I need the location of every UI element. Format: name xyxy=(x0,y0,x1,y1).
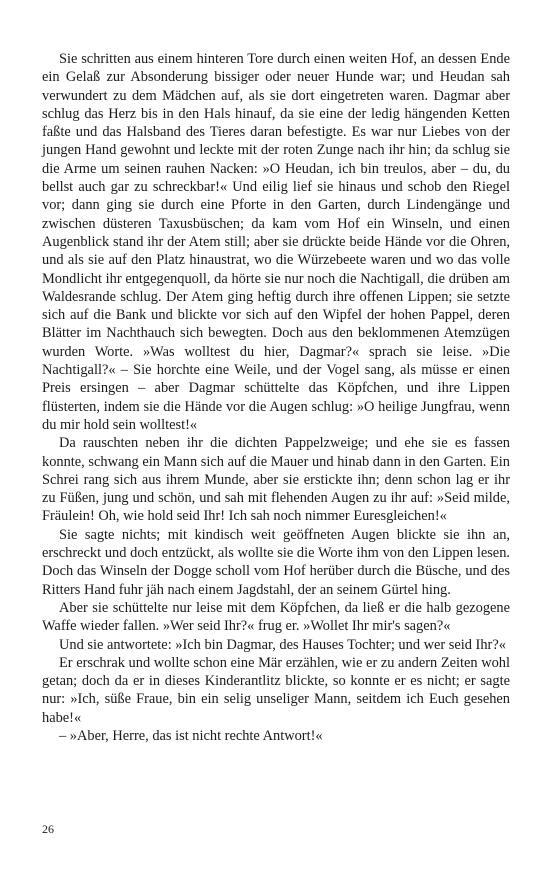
page-number: 26 xyxy=(42,822,54,836)
paragraph-3: Sie sagte nichts; mit kindisch weit geöffneten Augen blickte sie ihn an, erschreckt und doch entzückt, als wollte sie die Worte ihm von den Lippen lesen. Doch das Winseln der Dogge scholl vom Hof herüber durch die Büsche, und des Ritters Hand fuhr jäh nach einem Jagdstahl, der an seinem Gürtel hing. xyxy=(42,526,510,598)
paragraph-5: Und sie antwortete: »Ich bin Dagmar, des Hauses Tochter; und wer seid Ihr?« xyxy=(59,636,506,653)
paragraph-6: Er erschrak und wollte schon eine Mär erzählen, wie er zu andern Zeiten wohl getan; doch da er in dieses Kinderantlitz blickte, so konnte er es nicht; er sagte nur: »Ich, süße Fraue, bin ein selig unseliger Mann, seitdem ich Euch gesehen habe!« xyxy=(42,654,510,726)
paragraph-4: Aber sie schüttelte nur leise mit dem Köpfchen, da ließ er die halb gezogene Waffe wieder fallen. »Wer seid Ihr?« frug er. »Wollet Ihr mir's sagen?« xyxy=(42,599,510,635)
book-page-text xyxy=(42,50,510,745)
paragraph-7: – »Aber, Herre, das ist nicht rechte Antwort!« xyxy=(59,727,323,744)
paragraph-1: Sie schritten aus einem hinteren Tore durch einen weiten Hof, an dessen Ende ein Gelaß zur Absonderung bissiger oder neuer Hunde war; und Heudan sah verwundert zu dem Mädchen auf, als sie dort eingetreten waren. Dagmar aber schlug das Herz bis in den Hals hinauf, da sie eine der ledig hängenden Ketten faßte und das Halsband des Tieres daran befestigte. Es war nur Liebes von der jungen Hand gewohnt und leckte mit der roten Zunge nach ihr hin; da schlug sie die Arme um seinen rauhen Nacken: »O Heudan, ich bin treulos, aber – du, du bellst auch gar zu schreckbar!« Und eilig lief sie hinaus und schob den Riegel vor; dann ging sie durch eine Pforte in den Garten, durch Lindengänge und zwischen düsteren Taxusbüschen; da kam vom Hof ein Winseln, und einen Augenblick stand ihr der Atem still; aber sie drückte beide Hände vor die Ohren, und als sie auf den Platz hinaustrat, wo die Würzebeete waren und wo das volle Mondlicht ihr entgegenquoll, da hörte sie nur noch die Nachtigall, die drüben am Waldesrande schlug. Der Atem ging heftig durch ihre offenen Lippen; sie setzte sich auf die Bank und blickte vor sich auf den Wipfel der hohen Pappel, deren Blätter im Nachthauch sich bewegten. Doch aus den beklommenen Atemzügen wurden Worte. »Was wolltest du hier, Dagmar?« sprach sie leise. »Die Nachtigall?« – Sie horchte eine Weile, und der Vogel sang, als müsse er einen Preis ersingen – aber Dagmar schüttelte das Köpfchen, und ihre Lippen flüsterten, indem sie die Hände vor die Augen schlug: »O heilige Jungfrau, wenn du mir hold sein wolltest!« xyxy=(42,51,510,433)
paragraph-2: Da rauschten neben ihr die dichten Pappelzweige; und ehe sie es fassen konnte, schwang ein Mann sich auf die Mauer und hinab dann in den Garten. Ein Schrei rang sich aus ihrem Munde, aber sie erstickte ihn; denn schon lag er ihr zu Füßen, jung und schön, und sah mit flehenden Augen zu ihr auf: »Seid milde, Fräulein! Oh, wie hold seid Ihr! Ich sah noch nimmer Euresgleichen!« xyxy=(42,435,510,525)
